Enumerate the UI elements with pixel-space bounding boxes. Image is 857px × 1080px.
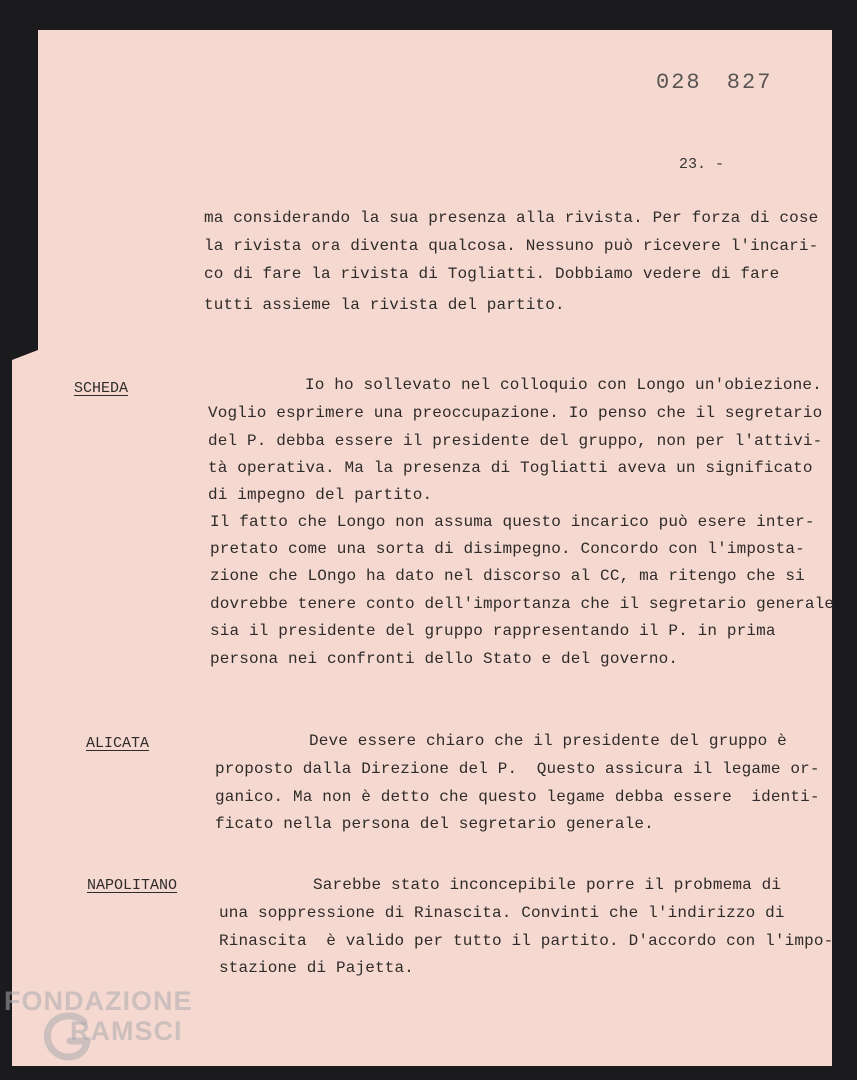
text-line: co di fare la rivista di Togliatti. Dobbiamo vedere di fare <box>204 265 780 283</box>
text-line: pretato come una sorta di disimpegno. Concordo con l'imposta- <box>210 540 805 558</box>
logo-text-line2: RAMSCI <box>70 1016 183 1046</box>
speaker-name: ALICATA <box>86 735 150 752</box>
logo-text-line1: FONDAZIONE <box>4 986 193 1016</box>
text-line: ma considerando la sua presenza alla rivista. Per forza di cose <box>204 209 819 227</box>
text-line: zione che LOngo ha dato nel discorso al CC, ma ritengo che si <box>210 567 805 585</box>
text-line: persona nei confronti dello Stato e del governo. <box>210 650 679 668</box>
text-line: Rinascita è valido per tutto il partito. D'accordo con l'impo- <box>219 932 834 950</box>
text-line: stazione di Pajetta. <box>219 959 415 977</box>
text-line: del P. debba essere il presidente del gruppo, non per l'attivi- <box>208 432 823 450</box>
text-line: Sarebbe stato inconcepibile porre il probmema di <box>313 876 782 894</box>
text-line: Il fatto che Longo non assuma questo incarico può esere inter- <box>210 513 815 531</box>
archive-number: 028 827 <box>656 70 773 95</box>
text-line: ganico. Ma non è detto che questo legame debba essere identi- <box>215 788 820 806</box>
text-line: la rivista ora diventa qualcosa. Nessuno può ricevere l'incari- <box>204 237 819 255</box>
speaker-name: SCHEDA <box>74 380 129 397</box>
text-line: dovrebbe tenere conto dell'importanza che il segretario generale <box>210 595 835 613</box>
text-line: Deve essere chiaro che il presidente del gruppo è <box>309 732 787 750</box>
text-line: proposto dalla Direzione del P. Questo assicura il legame or- <box>215 760 820 778</box>
text-line: di impegno del partito. <box>208 486 433 504</box>
page-number: 23. - <box>679 156 725 173</box>
text-line: Io ho sollevato nel colloquio con Longo un'obiezione. <box>305 376 822 394</box>
text-line: tutti assieme la rivista del partito. <box>204 296 565 314</box>
text-line: Voglio esprimere una preoccupazione. Io penso che il segretario <box>208 404 823 422</box>
text-line: una soppressione di Rinascita. Convinti che l'indirizzo di <box>219 904 785 922</box>
text-line: sia il presidente del gruppo rappresentando il P. in prima <box>210 622 776 640</box>
speaker-name: NAPOLITANO <box>87 877 178 894</box>
text-line: ficato nella persona del segretario generale. <box>215 815 654 833</box>
text-line: tà operativa. Ma la presenza di Togliatti aveva un significato <box>208 459 813 477</box>
